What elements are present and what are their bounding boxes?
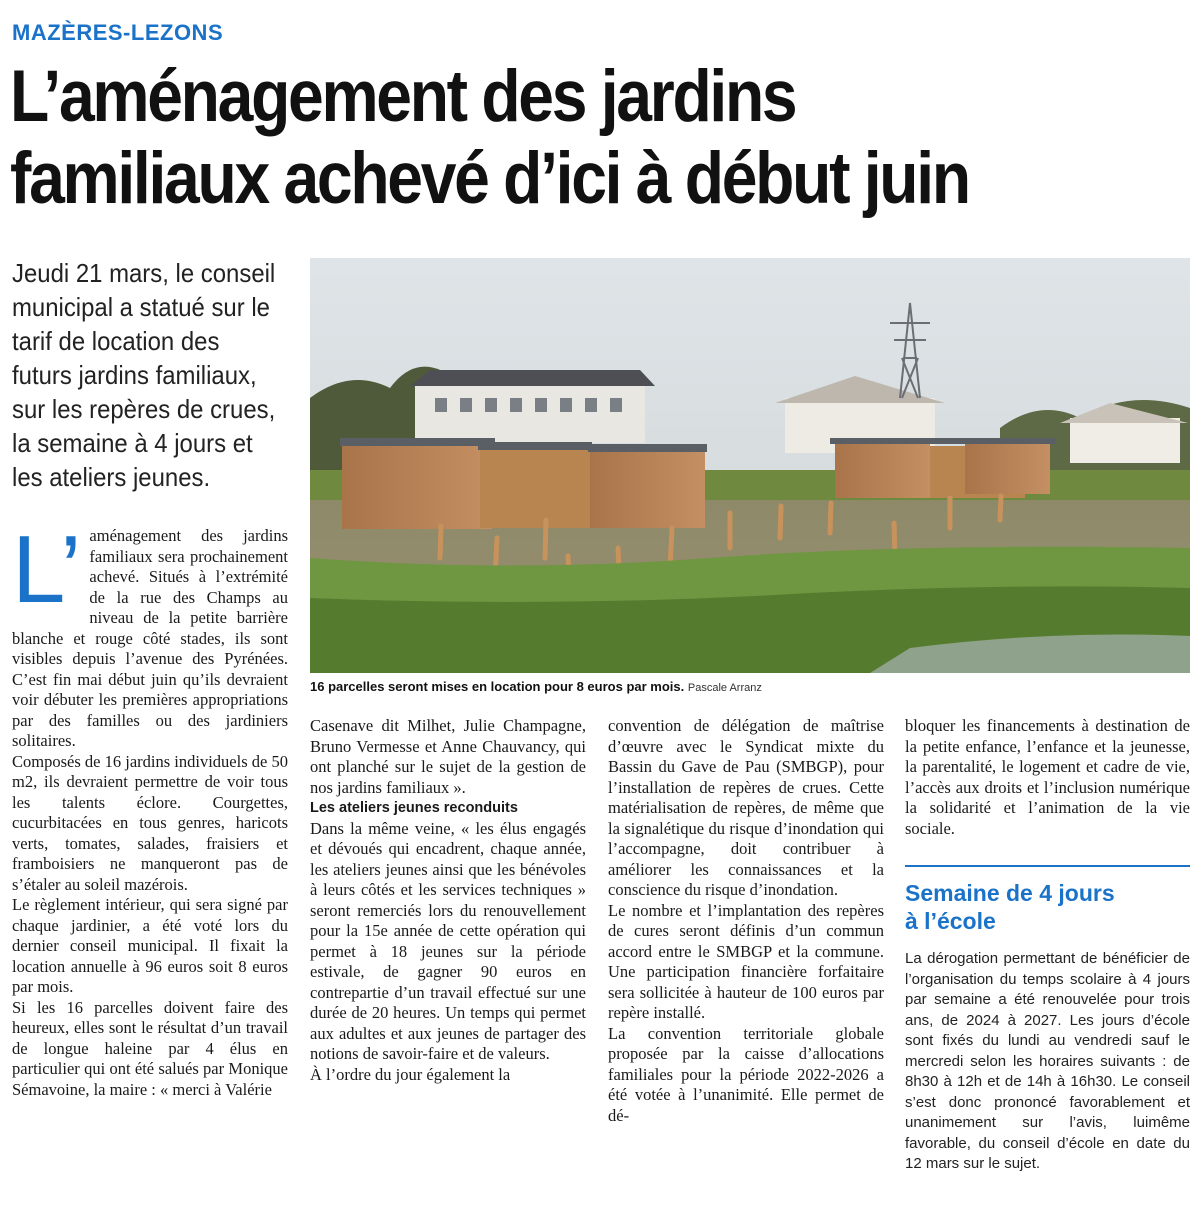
article-photo: [310, 258, 1190, 673]
caption-text: 16 parcelles seront mises en location pour 8 euros par mois.: [310, 679, 685, 694]
section-kicker: MAZÈRES-LEZONS: [12, 20, 224, 45]
lead-paragraph: Jeudi 21 mars, le conseil municipal a statué sur le tarif de location des futurs jardins familiaux, sur les repères de crues, la semaine à 4 jours et les ateliers jeunes.: [12, 258, 276, 492]
garden-photo-illustration: [310, 258, 1190, 673]
paragraph: Composés de 16 jardins individuels de 50 m2, ils devraient permettre de voir tous les talents éclore. Courgettes, cucurbitacées en tous genres, haricots verts, tomates, salades, fraisiers et framboisiers ne manqueront pas de s’étaler au soleil mazérois.: [12, 751, 288, 894]
headline: [10, 56, 1048, 220]
paragraph: La convention territoriale globale proposée par la caisse d’allocations familiales pour la période 2022-2026 a été votée à l’unanimité. Elle permet de dé-: [608, 1023, 884, 1125]
paragraph: bloquer les financements à destination de la petite enfance, l’enfance et la jeunesse, la parentalité, le logement et cadre de vie, l’accès aux droits et l’inclusion numérique la solidarité et l’animation de la vie sociale.: [905, 716, 1190, 838]
paragraph: À l’ordre du jour également la: [310, 1064, 511, 1084]
article-column-3: [608, 716, 884, 1126]
photo-credit: Pascale Arranz: [687, 682, 762, 694]
photo-caption: [310, 679, 1190, 694]
shed-group-right: [830, 438, 1055, 498]
paragraph: Si les 16 parcelles doivent faire des heureux, elles sont le résultat d’un travail de longue haleine par 4 élus en particulier qui ont été salués par Monique Sémavoine, la maire : « merci à Valérie: [12, 997, 288, 1099]
paragraph: Le règlement intérieur, qui sera signé par chaque jardinier, a été voté lors du dernier conseil municipal. Il fixait la location annuelle à 96 euros soit 8 euros par mois.: [12, 895, 288, 996]
paragraph: convention de délégation de maîtrise d’œuvre avec le Syndicat mixte du Bassin du Gave de Pau (SMBGP), pour l’installation de repères de crues. Cette matérialisation de repères, de même que la signalétique du risque d’inondation qui l’accompagne, doit contribuer à améliorer les connaissances et la conscience du risque d’inondation.: [608, 716, 884, 899]
headline-line-2: familiaux achevé d’ici à début juin: [10, 138, 969, 219]
paragraph: Le nombre et l’implantation des repères de cures seront définis d’un commun accord entre le SMBGP et la commune. Une participation financière forfaitaire sera sollicitée à hauteur de 100 euros par repère installé.: [608, 900, 884, 1022]
drop-cap: L’: [12, 516, 82, 623]
headline-line-1: L’aménagement des jardins: [10, 56, 796, 137]
article-column-4: [905, 716, 1190, 1175]
sidebar-box-title: [905, 865, 1190, 935]
article-column-1: [12, 516, 288, 1100]
paragraph: Dans la même veine, « les élus engagés et dévoués qui encadrent, chaque année, les ateliers jeunes ainsi que les bénévoles à leurs côtés et les services techniques » seront remerciés lors du renouvellement pour la 15e année de cette opération qui permet à 18 jeunes sur la période estivale, de gagner 90 euros en contrepartie d’un travail effectué sur une durée de 20 heures. Un temps qui permet aux adultes et aux jeunes de partager des notions de savoir-faire et de valeurs.: [310, 818, 586, 1063]
paragraph: Casenave dit Milhet, Julie Champagne, Bruno Vermesse et Anne Chauvancy, qui ont planché sur le sujet de la gestion de nos jardins familiaux ».: [310, 716, 586, 797]
box-title-line-2: à l’école: [905, 908, 996, 934]
box-title-line-1: Semaine de 4 jours: [905, 880, 1115, 906]
article-column-2: [310, 716, 586, 1085]
paragraph: aménagement des jardins familiaux sera prochainement achevé. Situés à l’extrémité de la rue des Champs au niveau de la petite barrière blanche et rouge côté stades, ils sont visibles depuis l’avenue des Pyrénées. C’est fin mai début juin qu’ils devraient voir débuter les premières appropriations par des familles ou des jardiniers solitaires.: [12, 526, 288, 750]
shed-group-left: [340, 438, 707, 529]
subheading: Les ateliers jeunes reconduits: [310, 800, 518, 816]
sidebar-box-text: La dérogation permettant de bénéficier de l’organisation du temps scolaire à 4 jours par semaine a été renouvelée pour trois ans, de 2024 à 2027. Les jours d’école sont fixés du lundi au vendredi sauf le mercredi selon les horaires suivants : de 8h30 à 12h et de 14h à 16h30. Le conseil s’est donc prononcé favorablement et unanimement sur l’avis, luimême favorable, du conseil d’école en date du 12 mars sur le sujet.: [905, 950, 1190, 1172]
